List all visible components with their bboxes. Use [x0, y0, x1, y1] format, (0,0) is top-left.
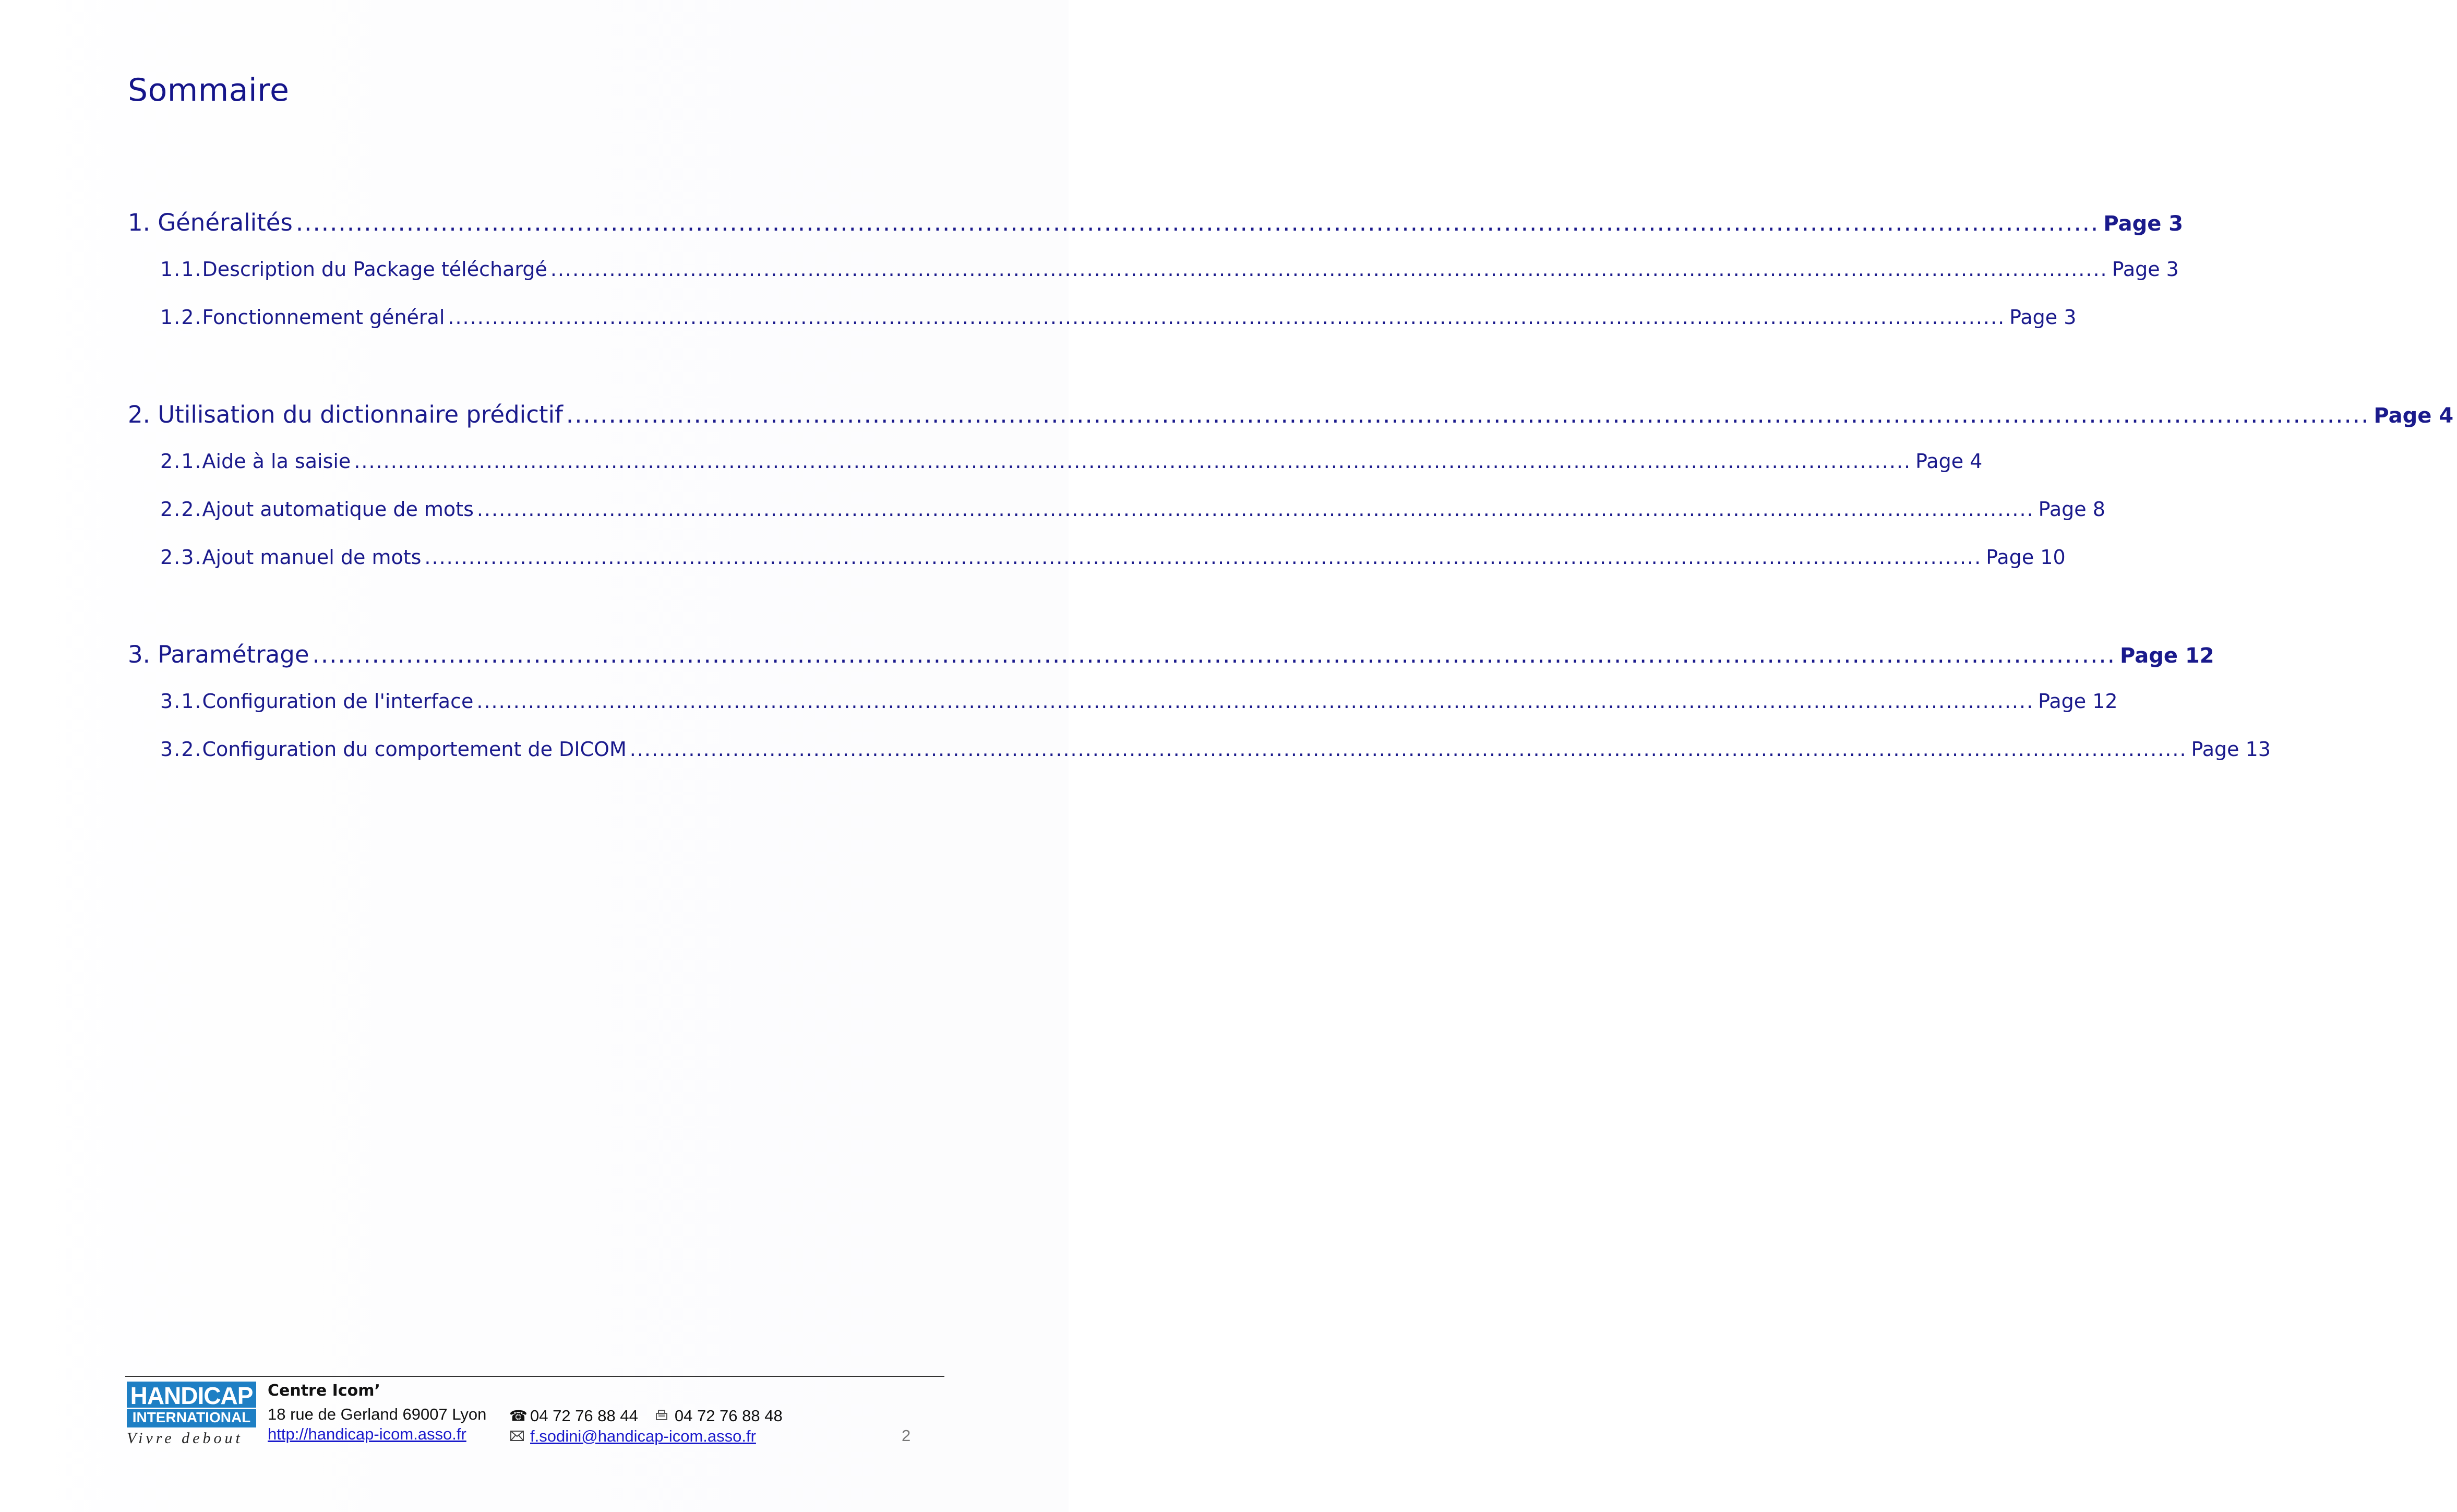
dot-leader	[313, 641, 2116, 668]
dot-leader	[448, 306, 2005, 329]
logo-box	[127, 1382, 256, 1427]
toc-section-3	[128, 641, 2271, 786]
toc-entry-3[interactable]	[128, 641, 2214, 690]
logo-line-1: HANDICAP	[130, 1382, 253, 1409]
dot-leader	[477, 498, 2034, 521]
page-number: 2	[902, 1426, 911, 1445]
toc-entry-3-2[interactable]	[128, 738, 2271, 786]
toc-page-ref: Page 13	[2191, 738, 2271, 761]
dot-leader	[476, 690, 2034, 713]
footer-divider	[125, 1376, 944, 1377]
toc-page-ref: Page 8	[2038, 498, 2105, 521]
website-link[interactable]: http://handicap-icom.asso.fr	[268, 1425, 466, 1443]
toc-entry-2-3[interactable]	[128, 546, 2066, 594]
toc-entry-2-2[interactable]	[128, 498, 2105, 546]
toc-section-1	[128, 209, 2184, 354]
handicap-international-logo	[127, 1382, 256, 1447]
toc-entry-1[interactable]	[128, 209, 2184, 258]
toc-page-ref: Page 3	[2009, 306, 2077, 329]
toc-entry-label: Configuration du comportement de DICOM	[202, 738, 627, 761]
email-row	[509, 1426, 783, 1446]
fax-icon	[654, 1408, 669, 1424]
toc-entry-number: 2.3.	[160, 546, 202, 569]
toc-page-ref: Page 10	[1986, 546, 2066, 569]
toc-entry-label: Ajout automatique de mots	[202, 498, 474, 521]
table-of-contents	[128, 209, 2454, 833]
toc-entry-2[interactable]	[128, 401, 2454, 450]
toc-entry-1-2[interactable]	[128, 306, 2077, 354]
toc-page-ref: Page 4	[1915, 450, 1983, 473]
toc-entry-label: Description du Package téléchargé	[202, 258, 547, 281]
phone-icon: ☎	[509, 1408, 528, 1424]
contact-block	[509, 1406, 783, 1446]
dot-leader	[354, 450, 1911, 473]
dot-leader	[424, 546, 1982, 569]
toc-page-ref: Page 12	[2038, 690, 2118, 713]
envelope-icon	[509, 1428, 525, 1445]
toc-page-ref: Page 3	[2112, 258, 2179, 281]
footer-address-block	[268, 1377, 486, 1444]
address: 18 rue de Gerland 69007 Lyon	[268, 1405, 487, 1423]
dot-leader	[630, 738, 2187, 761]
dot-leader	[550, 258, 2108, 281]
toc-entry-number: 3.1.	[160, 690, 202, 713]
toc-page-ref: Page 12	[2120, 644, 2214, 668]
logo-line-2: INTERNATIONAL	[127, 1408, 256, 1427]
toc-entry-number: 1.1.	[160, 258, 202, 281]
toc-entry-2-1[interactable]	[128, 450, 1983, 498]
toc-entry-number: 2.2.	[160, 498, 202, 521]
logo-tagline: Vivre debout	[127, 1430, 243, 1447]
phone-number: 04 72 76 88 44	[530, 1406, 638, 1425]
toc-entry-number: 3.2.	[160, 738, 202, 761]
toc-section-2	[128, 401, 2454, 594]
dot-leader	[566, 401, 2370, 428]
toc-entry-text: 2. Utilisation du dictionnaire prédictif	[128, 401, 563, 428]
org-name: Centre Icom’	[268, 1382, 380, 1400]
toc-entry-3-1[interactable]	[128, 690, 2118, 738]
toc-entry-text: 3. Paramétrage	[128, 641, 309, 668]
toc-entry-label: Configuration de l'interface	[202, 690, 474, 713]
toc-entry-text: 1. Généralités	[128, 209, 293, 236]
toc-entry-1-1[interactable]	[128, 258, 2179, 306]
toc-entry-label: Fonctionnement général	[202, 306, 445, 329]
email-link[interactable]: f.sodini@handicap-icom.asso.fr	[530, 1426, 756, 1445]
toc-page-ref: Page 4	[2374, 404, 2454, 428]
dot-leader	[296, 209, 2100, 236]
fax-number: 04 72 76 88 48	[674, 1406, 783, 1425]
toc-entry-number: 1.2.	[160, 306, 202, 329]
toc-entry-label: Ajout manuel de mots	[202, 546, 422, 569]
toc-page-ref: Page 3	[2103, 212, 2184, 236]
toc-entry-label: Aide à la saisie	[202, 450, 351, 473]
toc-entry-number: 2.1.	[160, 450, 202, 473]
page-title: Sommaire	[128, 72, 290, 109]
phone-fax-row	[509, 1406, 783, 1426]
